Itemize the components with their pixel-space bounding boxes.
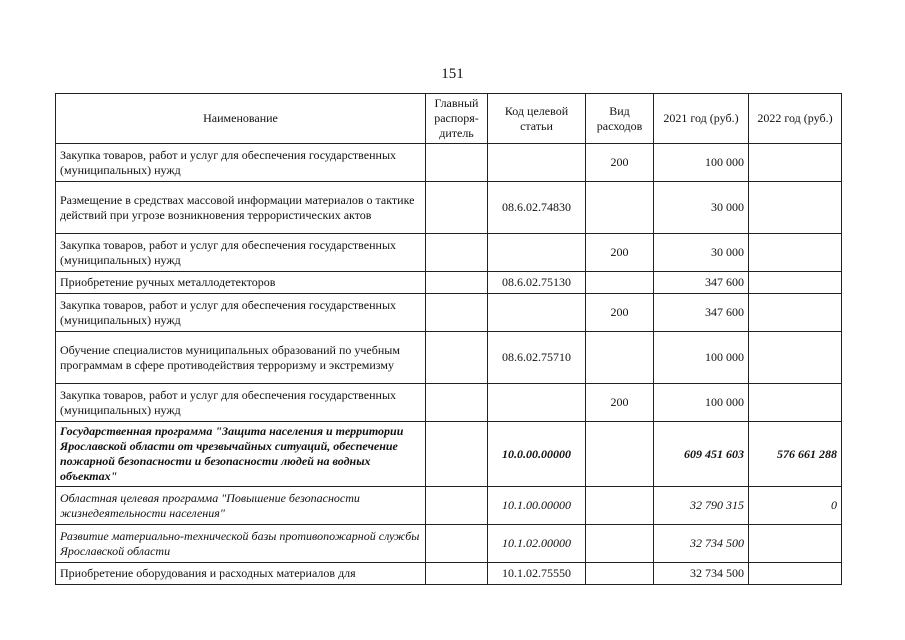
cell-code: 08.6.02.75710	[488, 332, 586, 384]
header-name: Наименование	[56, 94, 426, 144]
table-header	[56, 94, 842, 144]
cell-kind	[586, 332, 654, 384]
cell-2022	[749, 563, 842, 585]
cell-name: Приобретение оборудования и расходных материалов для	[56, 563, 426, 585]
table-row	[56, 332, 842, 384]
cell-code: 08.6.02.74830	[488, 182, 586, 234]
cell-2021: 347 600	[654, 272, 749, 294]
cell-2021: 32 790 315	[654, 487, 749, 525]
cell-kind	[586, 563, 654, 585]
cell-2022	[749, 525, 842, 563]
cell-admin	[426, 182, 488, 234]
cell-admin	[426, 332, 488, 384]
cell-name: Обучение специалистов муниципальных образований по учебным программам в сфере противодействия терроризму и экстремизму	[56, 332, 426, 384]
table-row	[56, 182, 842, 234]
cell-code: 08.6.02.75130	[488, 272, 586, 294]
cell-code: 10.1.00.00000	[488, 487, 586, 525]
cell-admin	[426, 487, 488, 525]
table-row	[56, 525, 842, 563]
table-row	[56, 563, 842, 585]
cell-2021: 100 000	[654, 144, 749, 182]
cell-2021: 30 000	[654, 234, 749, 272]
cell-name: Областная целевая программа "Повышение безопасности жизнедеятельности населения"	[56, 487, 426, 525]
cell-2021: 32 734 500	[654, 525, 749, 563]
cell-name: Государственная программа "Защита населения и территории Ярославской области от чрезвычайных ситуаций, обеспечение пожарной безопасности и безопасности людей на водных объектах"	[56, 422, 426, 487]
cell-admin	[426, 525, 488, 563]
header-kind: Вид расходов	[586, 94, 654, 144]
cell-2022: 576 661 288	[749, 422, 842, 487]
cell-name: Закупка товаров, работ и услуг для обеспечения государственных (муниципальных) нужд	[56, 144, 426, 182]
cell-name: Закупка товаров, работ и услуг для обеспечения государственных (муниципальных) нужд	[56, 294, 426, 332]
cell-kind	[586, 422, 654, 487]
cell-2021: 100 000	[654, 332, 749, 384]
table-row	[56, 144, 842, 182]
budget-table	[55, 93, 842, 585]
header-admin: Главный распоря-дитель	[426, 94, 488, 144]
cell-code	[488, 144, 586, 182]
cell-kind	[586, 272, 654, 294]
cell-2021: 347 600	[654, 294, 749, 332]
cell-2022	[749, 234, 842, 272]
cell-kind: 200	[586, 234, 654, 272]
cell-admin	[426, 384, 488, 422]
page-number: 151	[441, 66, 464, 82]
cell-2022	[749, 272, 842, 294]
table-row	[56, 234, 842, 272]
header-2022: 2022 год (руб.)	[749, 94, 842, 144]
cell-code: 10.1.02.00000	[488, 525, 586, 563]
cell-2021: 609 451 603	[654, 422, 749, 487]
cell-code	[488, 294, 586, 332]
cell-kind	[586, 487, 654, 525]
table-row	[56, 384, 842, 422]
table-row	[56, 294, 842, 332]
cell-code	[488, 384, 586, 422]
cell-admin	[426, 144, 488, 182]
cell-2022	[749, 182, 842, 234]
table-body	[56, 144, 842, 585]
cell-2021: 32 734 500	[654, 563, 749, 585]
cell-kind: 200	[586, 144, 654, 182]
cell-admin	[426, 563, 488, 585]
table-row	[56, 272, 842, 294]
cell-2021: 30 000	[654, 182, 749, 234]
cell-2022	[749, 294, 842, 332]
cell-code	[488, 234, 586, 272]
table-row	[56, 487, 842, 525]
header-code: Код целевой статьи	[488, 94, 586, 144]
cell-name: Закупка товаров, работ и услуг для обеспечения государственных (муниципальных) нужд	[56, 384, 426, 422]
cell-admin	[426, 234, 488, 272]
cell-admin	[426, 272, 488, 294]
cell-name: Закупка товаров, работ и услуг для обеспечения государственных (муниципальных) нужд	[56, 234, 426, 272]
cell-2022: 0	[749, 487, 842, 525]
cell-admin	[426, 294, 488, 332]
cell-code: 10.1.02.75550	[488, 563, 586, 585]
cell-kind	[586, 182, 654, 234]
cell-name: Развитие материально-технической базы противопожарной службы Ярославской области	[56, 525, 426, 563]
cell-kind: 200	[586, 294, 654, 332]
cell-kind	[586, 525, 654, 563]
cell-admin	[426, 422, 488, 487]
cell-2022	[749, 332, 842, 384]
cell-2022	[749, 144, 842, 182]
cell-code: 10.0.00.00000	[488, 422, 586, 487]
cell-kind: 200	[586, 384, 654, 422]
cell-2021: 100 000	[654, 384, 749, 422]
cell-2022	[749, 384, 842, 422]
header-2021: 2021 год (руб.)	[654, 94, 749, 144]
cell-name: Приобретение ручных металлодетекторов	[56, 272, 426, 294]
table-row	[56, 422, 842, 487]
cell-name: Размещение в средствах массовой информации материалов о тактике действий при угрозе возникновения террористических актов	[56, 182, 426, 234]
